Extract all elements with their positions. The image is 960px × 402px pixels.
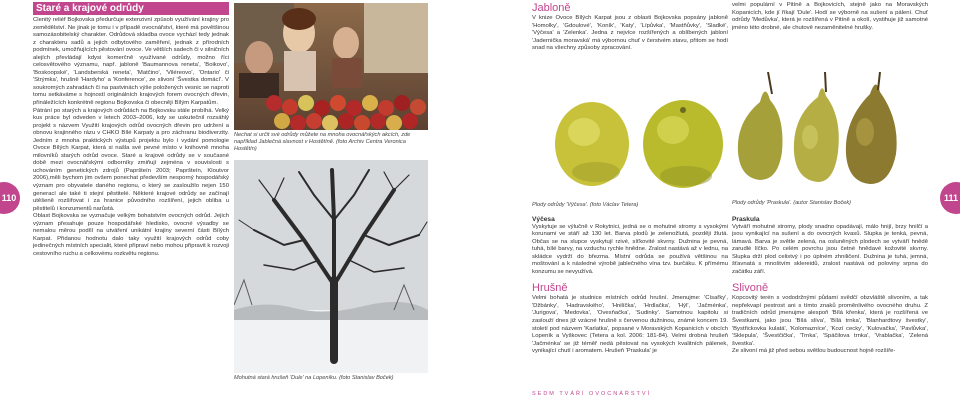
- pears-image: [730, 72, 908, 198]
- apple-stall-caption: Nechat si určit své odrůdy můžete na mnoha ovocnářských akcích, zde například Jablečná slavnost v Hostětíně. (foto Archiv Centra Veronica Hostětín): [234, 132, 411, 152]
- winter-pear-tree-photo: [234, 160, 428, 373]
- paragraph: Oblast Bojkovska se vyznačuje velkým bohatstvím ovocných odrůd. Jejich význam přesahuje pouze hospodářské hledisko, ovocné výsadby se nemalou měrou podílí na utváření unikátní krajiny severní části Bílých Karpat. Přidanou hodnotu dalo taky využití krajových odrůd coby jedinečných místních specialit, které připraví nebo mohou připravit k rozvoji cestovního ruchu a celkovému rozkvětu regionu.: [33, 213, 229, 257]
- praskula-slivone-column: [732, 216, 928, 392]
- vycesa-apples-photo: [552, 92, 730, 196]
- slivone-paragraph-end: Ze slivoní má již před sebou světlou budoucnost hojně rozšíře-: [732, 348, 896, 355]
- apples-image: [552, 92, 730, 196]
- paragraph: velmi populární v Pitíně a Bojkovicích, stejně jako na Moravských Kopanicích, kde jí říkají 'Dule'. Hodí se výborně na sušení a pálení. Chuť odrůdy 'Medůvka', která je rozšířená v Pitíně a okolí, vystihuje již samotné jméno této drobné, ale chutově nezaměnitelné hrušky.: [732, 2, 928, 31]
- page-number-text: 111: [943, 193, 959, 203]
- slivone-heading: Slivoně: [732, 282, 769, 295]
- page-number: [940, 182, 960, 214]
- apple-stall-image: [234, 3, 428, 130]
- jablone-section: [532, 2, 728, 66]
- winter-tree-image: [234, 160, 428, 373]
- apple-stall-photo: [234, 3, 428, 130]
- paragraph: Členitý reliéf Bojkovska předurčuje extenzivní způsob využívání krajiny pro zemědělství. Ne jinak je tomu i v případě ovocnářství, které má povětšinou samozásobitelský charakter. Odrůdová skladba ovoce vychází tedy jednak z charakteru sadů a jejich odbytového zaměření, jednak z přírodních podmínek, umožňujících pěstování ovoce. Ve větších sadech či v silničních alejích převládají kdysi komerčně využívané odrůdy, možno říci celosvětového významu, např. jabloně 'Baumannova reneta', 'Boikovo', 'Boskoopské', 'Landsberská reneta', 'Matčino', 'Viléreovo', 'Ontario' či 'Strýmka', hrušně 'Hardyho' a 'Konference', ze slivoní 'Švestka domácí'. V soukromých zahradách či na pastvinách výše položených vesnic se naproti tomu setkáváme s hojností originálních krajových forem ovocných dřevin, přináležících konkrétně regionu Bojkovska či obecněji Bílým Karpatům.: [33, 17, 229, 107]
- vycesa-heading: Výčesa: [532, 216, 555, 223]
- slivone-paragraph: Kopcovitý terén s vododržnými půdami svědčí obzvláště slivoním, a tak nepřekvapí pestrost ani s tímto znaků proměnlivého ovocného druhu. Z tradičních odrůd jmenujme alespoň 'Bílá křenka', která je rozšířená ve Švestkami, jako jsou 'Bílá slíva', 'Bílá trnka', 'Blanhardtovy švestky', 'Bystřickovka kulatá', 'Kolomazníce', 'Kozí cecky', 'Kulovačka', 'Pavlůvka', 'Sklepula', 'Švestčička', 'Trnka', 'Spáčilova trnka', 'Vrablačka', 'Zelená švestka'.: [732, 295, 928, 347]
- jablone-paragraph: V knize Ovoce Bílých Karpat jsou z oblasti Bojkovska popsány jabloně 'Homolky', 'Gdoulové', 'Koník', 'Katy', 'Lípůvka', 'Mastňůvky', 'Sladké', 'Výčesa' a 'Zelenka'. Jedna z nejvíce rozšířených a oblíbených jabloní 'Jadernička moravská' má výbornou chuť v čerstvém stavu, přitom se hodí snad na všechny způsoby zpracování.: [532, 15, 728, 52]
- praskula-paragraph: Vytváří mohutné stromy, plody snadno opadávají, málo hnijí, brzy hnilčí a jsou vynikající na sušení a do ovocných kvasů. Slupka je tenká, pevná, lámavá. Barva je světle zelená, na osluněných plodech se vytváří hnědě zarudlé líčko. Po celém povrchu jsou četné hnědavé kožovité skvrny. Slupka drží plod celistvý i po úplném zhniličení. Dužnina je tuhá, jemná, šťavnatá s mnoštvím sklereidů, zralost nastává od poloviny srpna do začátku září.: [732, 223, 928, 275]
- left-text-column: [33, 17, 229, 401]
- vycesa-caption: Plody odrůdy 'Výčesa'. (foto Václav Tetera): [532, 202, 639, 208]
- right-page: [480, 0, 960, 402]
- hrusne-paragraph: Velmi bohatá je studnice místních odrůd hrušní. Jmenujme: 'Císařky', 'Džbánky', 'Hadravského', 'Hnilíčka', 'Hrdlačka', 'Hýl', 'Jačménka', 'Jurigova', 'Medovka', 'Ovesňačka', 'Sudinky'. Samotnou kapitolu si zaslouží dnes již vzácné hrušně s červenou dužninou, známé koncem 19. století pod názvem 'Karlatka', popsané v Moravských Kopanicích v obcích Lopeník a Vyškovec (Tetera a kol. 2006: 181-84). Velmi drobná hrušeň 'Jačménka' se již téměř nedá pěstovat na vysokých kvalitních pálenek, vynikající chutí i aromatem. Hrušeň 'Praskula' je: [532, 295, 728, 355]
- winter-tree-caption: Mohutná stará hrušeň 'Dule' na Lopeníku. (foto Stanislav Boček): [234, 375, 394, 381]
- section-title: Staré a krajové odrůdy: [33, 2, 229, 15]
- praskula-caption: Plody odrůdy 'Praskula'. (autor Stanislav Boček): [732, 200, 852, 206]
- praskula-pears-photo: [730, 72, 908, 198]
- page-number: [0, 182, 20, 214]
- top-right-text: [732, 2, 928, 50]
- hrusne-heading: Hrušně: [532, 282, 568, 295]
- running-footer: SEDM TVÁŘÍ OVOCNÁŘSTVÍ: [532, 391, 652, 397]
- vycesa-hrusne-column: [532, 216, 728, 392]
- vycesa-paragraph: Vyskytuje se výlučně v Rokytnici, jedná se o mohutné stromy s vysokými korunami ve stáří až 130 let. Barva plodů je zelenožlutá, později žlutá. Občas se na slupce vyskytují rzivé, síťkovité skvrny. Dužnina je pevná, tuhá, bílé barvy, na vzduchu rychle hnědne. Zralost nastává až v lednu, na skládce vydrží do březma. Místní odrůda se používá většinou na moštování a k následné výrobě jablečného vína tzv. burčáku. K přímému konzumu se nevyužívá.: [532, 223, 728, 275]
- paragraph: Pátrání po starých a krajových odrůdách na Bojkovsku stále probíhá. Velký kus práce byl odveden v letech 2003–2006, kdy se uskutečnil rozsáhlý projekt s názvem Využití krajových odrůd ovocných dřevin pro udržení a obnovu krajinného rázu v CHKO Bílé Karpaty a pro záchranu biodiverzity. Jedním z mnoha praktických výstupů projektu bylo i vydání pomologie Ovoce Bílých Karpat, která si našla své pevné místo v knihovně mnoha milovníků starých odrůd ovoce. Staré a krajové odrůdy se v současné době mezi ovocnářskými odborníky zmiňují zejména v souvislosti s uchováním genetických zdrojů (Papršteín 2003; Papršteín, Kloutvor 2006),měli bychom jim ovšem ponechat především nesporný hospodářský význam pro obyvatele daného regionu, o který se zasloužilo nejen 150 generací ale také ti stejní pěstitelé. Některé krajové odrůdy se začínají utěšeně rozšiřovat i za hranice původního rozšíření, jejich obliba u pěstitelů i konzumentů narůstá.: [33, 107, 229, 212]
- page-number-text: 110: [1, 193, 17, 203]
- jablone-heading: Jabloně: [532, 2, 571, 14]
- praskula-heading: Praskula: [732, 216, 760, 223]
